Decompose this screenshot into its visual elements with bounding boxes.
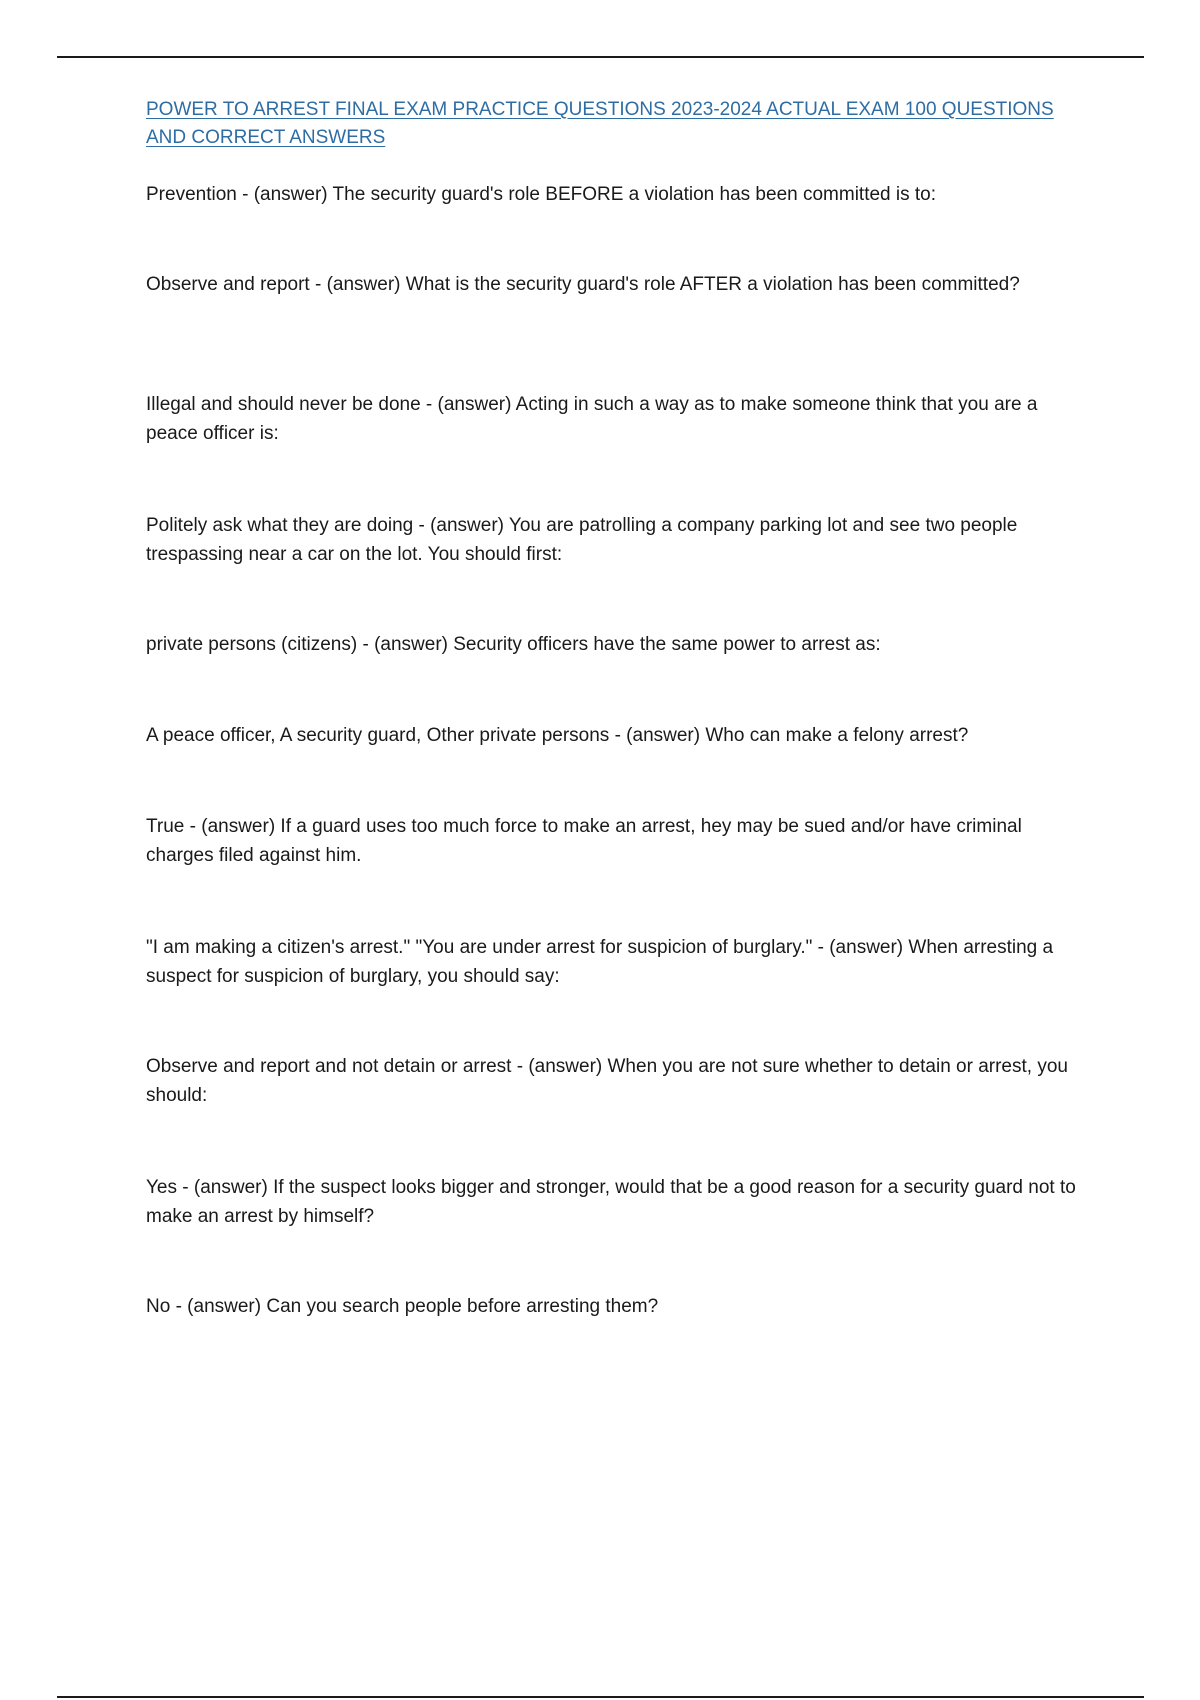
bottom-rule (57, 1696, 1144, 1698)
qa-item-9: Observe and report and not detain or arrest - (answer) When you are not sure whether to detain or arrest, you should: (146, 1056, 1068, 1106)
qa-item-8: "I am making a citizen's arrest." "You are under arrest for suspicion of burglary." - (answer) When arresting a suspect for suspicion of burglary, you should say: (146, 937, 1054, 987)
qa-item-6: A peace officer, A security guard, Other private persons - (answer) Who can make a felony arrest? (146, 725, 969, 746)
qa-item-4: Politely ask what they are doing - (answer) You are patrolling a company parking lot and see two people trespassing near a car on the lot. You should first: (146, 515, 1018, 565)
document-body (146, 96, 1076, 1317)
qa-item-3: Illegal and should never be done - (answer) Acting in such a way as to make someone think that you are a peace officer is: (146, 394, 1038, 444)
qa-item-7: True - (answer) If a guard uses too much force to make an arrest, hey may be sued and/or have criminal charges filed against him. (146, 816, 1022, 866)
document-title-link[interactable]: POWER TO ARREST FINAL EXAM PRACTICE QUESTIONS 2023-2024 ACTUAL EXAM 100 QUESTIONS AND CORRECT ANSWERS (146, 99, 1054, 148)
top-rule (57, 56, 1144, 58)
qa-item-2: Observe and report - (answer) What is the security guard's role AFTER a violation has been committed? (146, 274, 1020, 295)
qa-item-1: Prevention - (answer) The security guard's role BEFORE a violation has been committed is to: (146, 184, 937, 205)
qa-item-10: Yes - (answer) If the suspect looks bigger and stronger, would that be a good reason for a security guard not to make an arrest by himself? (146, 1177, 1076, 1227)
qa-item-5: private persons (citizens) - (answer) Security officers have the same power to arrest as: (146, 634, 881, 655)
qa-item-11: No - (answer) Can you search people before arresting them? (146, 1296, 659, 1317)
